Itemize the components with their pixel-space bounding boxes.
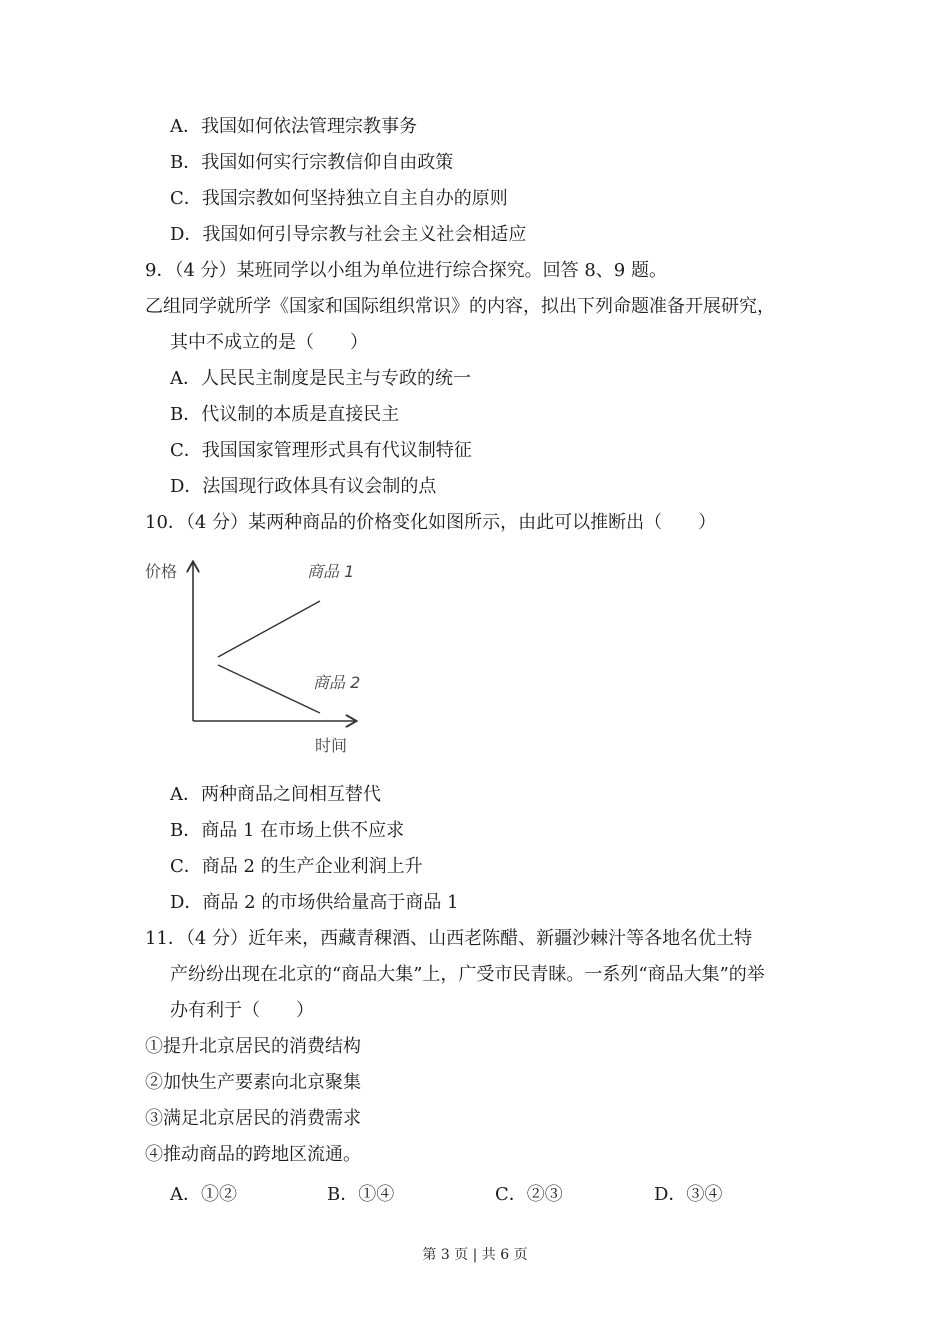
page-footer: 第 3 页 | 共 6 页 [422,1247,528,1263]
q11-option-d: D．③④ [654,1184,723,1205]
q11-stem-line2: 产纷纷出现在北京的“商品大集”上，广受市民青睐。一系列“商品大集”的举 [170,964,765,985]
q8-option-c: C．我国宗教如何坚持独立自主自办的原则 [170,188,508,209]
series-line-1 [218,601,320,657]
q10-option-d: D．商品 2 的市场供给量高于商品 1 [170,892,459,913]
q9-stem: 9．（4 分）某班同学以小组为单位进行综合探究。回答 8、9 题。 [145,260,667,281]
q10-option-a: A．两种商品之间相互替代 [170,784,381,805]
series-label-2: 商品 2 [313,673,361,692]
q11-item-2: ②加快生产要素向北京聚集 [145,1072,361,1093]
q9-option-a: A．人民民主制度是民主与专政的统一 [170,368,471,389]
q10-stem: 10．（4 分）某两种商品的价格变化如图所示，由此可以推断出（ ） [145,512,717,533]
q8-option-a: A．我国如何依法管理宗教事务 [170,116,417,137]
q11-item-1: ①提升北京居民的消费结构 [145,1036,361,1057]
q11-stem-line3: 办有利于（ ） [170,1000,314,1021]
y-axis-label: 价格 [145,562,178,581]
series-line-2 [218,665,320,713]
q8-option-b: B．我国如何实行宗教信仰自由政策 [170,152,454,173]
q9-stem-line2: 乙组同学就所学《国家和国际组织常识》的内容，拟出下列命题准备开展研究， [145,296,775,317]
q11-option-a: A．①② [170,1184,237,1205]
q11-stem: 11．（4 分）近年来，西藏青稞酒、山西老陈醋、新疆沙棘汁等各地名优土特 [145,928,753,949]
q9-option-c: C．我国国家管理形式具有代议制特征 [170,440,472,461]
q11-item-4: ④推动商品的跨地区流通。 [145,1144,361,1165]
q9-stem-line3: 其中不成立的是（ ） [170,332,368,353]
q9-option-d: D．法国现行政体具有议会制的点 [170,476,437,497]
q8-option-d: D．我国如何引导宗教与社会主义社会相适应 [170,224,527,245]
q11-option-b: B．①④ [327,1184,395,1205]
q10-option-c: C．商品 2 的生产企业利润上升 [170,856,423,877]
x-axis-label: 时间 [315,736,348,755]
q11-option-c: C．②③ [495,1184,563,1205]
price-chart [140,555,380,765]
q10-option-b: B．商品 1 在市场上供不应求 [170,820,405,841]
q11-item-3: ③满足北京居民的消费需求 [145,1108,361,1129]
series-label-1: 商品 1 [307,562,355,581]
q9-option-b: B．代议制的本质是直接民主 [170,404,400,425]
